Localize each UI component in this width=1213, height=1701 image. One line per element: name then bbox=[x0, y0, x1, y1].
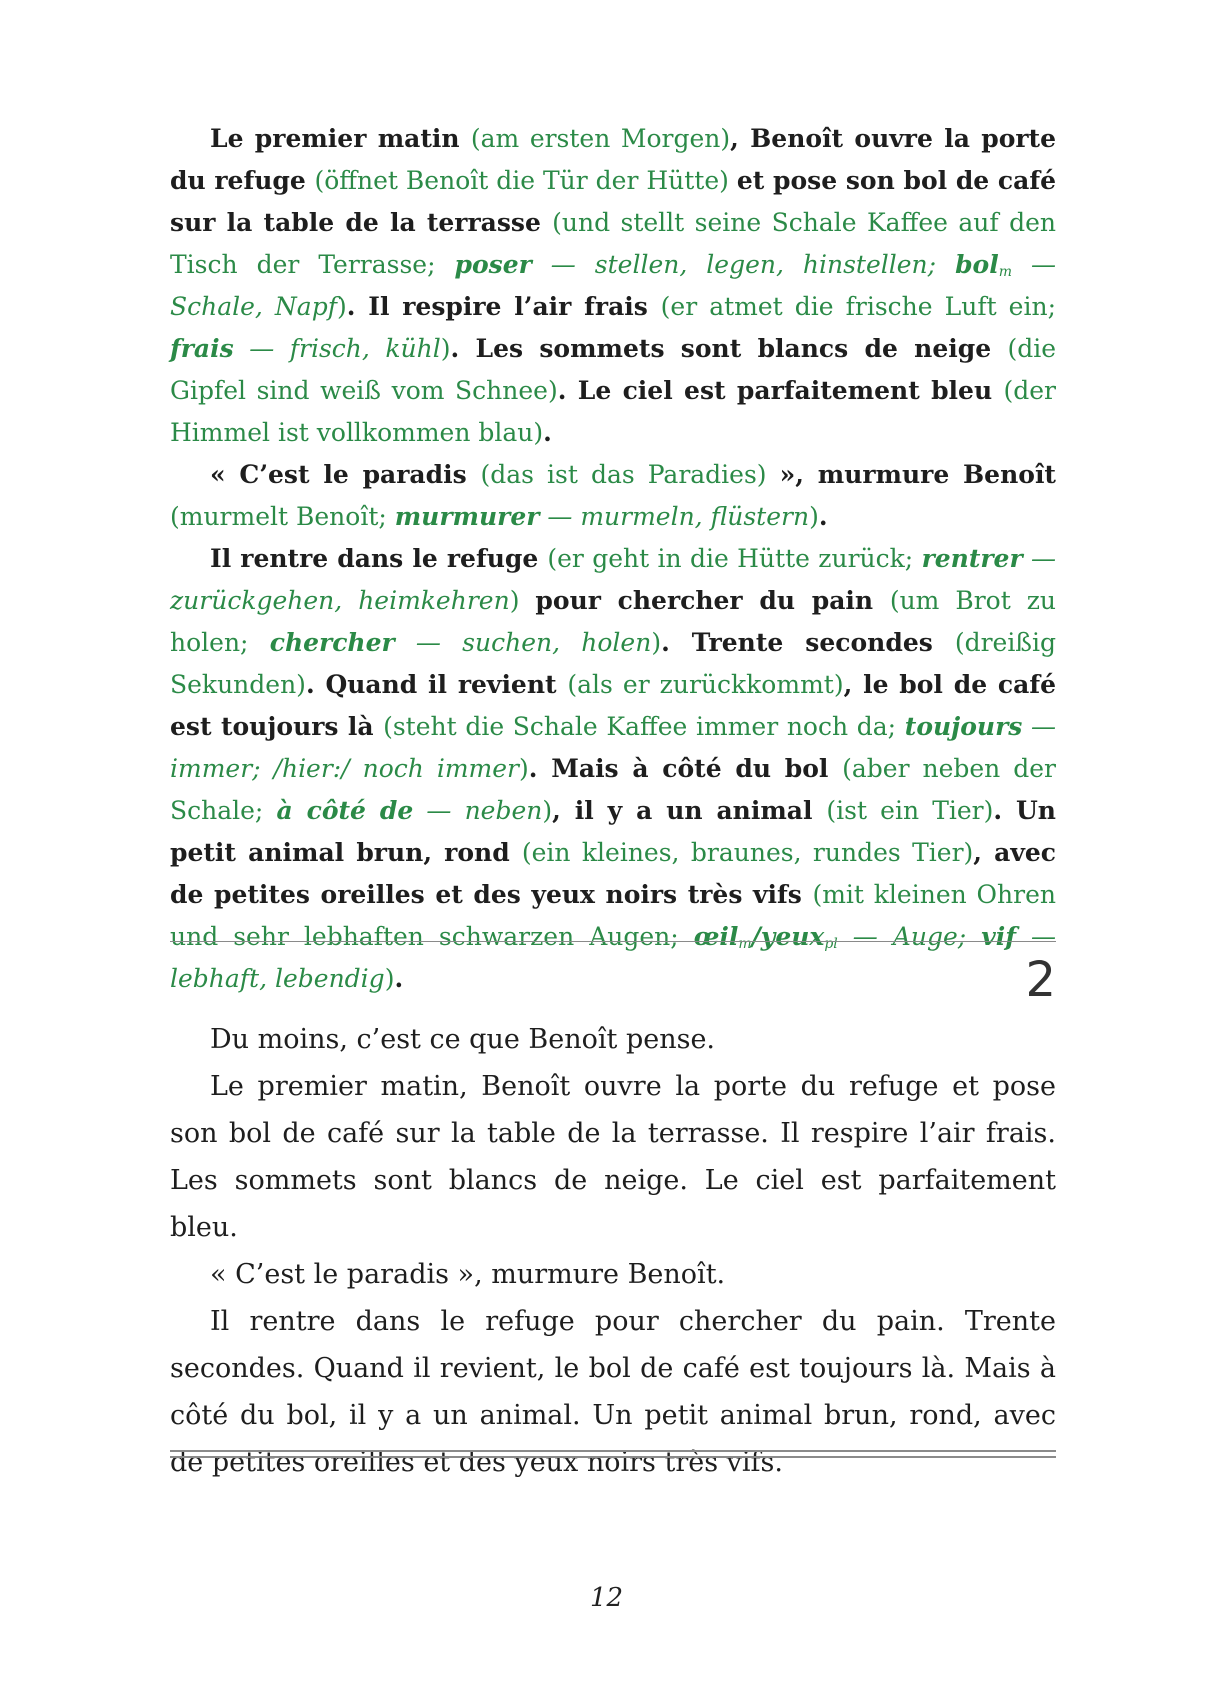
vocab-headword: bol bbox=[955, 250, 999, 279]
vocab-headword: vif bbox=[981, 922, 1016, 951]
vocab-gloss: — immer; /hier:/ noch immer bbox=[170, 712, 1057, 783]
german-translation: (um Brot zu holen; bbox=[170, 586, 1057, 657]
german-translation: ) bbox=[336, 292, 347, 321]
annotated-paragraph bbox=[170, 454, 1056, 538]
vocab-gloss: — zurückgehen, heimkehren bbox=[170, 544, 1056, 615]
french-text: . Les sommets sont blancs de neige bbox=[450, 334, 1008, 363]
grammar-subscript: pl bbox=[824, 936, 838, 952]
german-translation: ) bbox=[384, 964, 395, 993]
german-translation: (als er zurückkommt) bbox=[567, 670, 844, 699]
german-translation: (der Himmel ist vollkommen blau) bbox=[170, 376, 1056, 447]
german-translation: ) bbox=[809, 502, 819, 531]
german-translation: (und stellt seine Schale Kaffee auf den Tisch der Terrasse; bbox=[170, 208, 1056, 279]
vocab-headword: murmurer bbox=[394, 502, 540, 531]
vocab-headword: à côté de bbox=[276, 796, 414, 825]
german-translation: (mit kleinen Ohren und sehr lebhaften schwarzen Augen; bbox=[170, 880, 1056, 951]
french-text: . bbox=[818, 502, 828, 531]
german-translation: (die Gipfel sind weiß vom Schnee) bbox=[170, 334, 1056, 405]
french-text: Le premier matin bbox=[210, 124, 471, 153]
vocab-gloss: — murmeln, flüstern bbox=[539, 502, 810, 531]
german-translation: (steht die Schale Kaffee immer noch da; bbox=[383, 712, 905, 741]
section-divider bbox=[170, 941, 1056, 942]
german-translation: ) bbox=[542, 796, 553, 825]
german-translation: (dreißig Sekunden) bbox=[170, 628, 1057, 699]
german-translation: (ist ein Tier) bbox=[826, 796, 994, 825]
vocab-gloss: — Schale, Napf bbox=[170, 250, 1056, 321]
page-number: 12 bbox=[589, 1583, 624, 1613]
chapter-number: 2 bbox=[1025, 952, 1056, 1008]
french-text: . bbox=[394, 964, 404, 993]
plain-paragraph: Le premier matin, Benoît ouvre la porte du refuge et pose son bol de café sur la table de la terrasse. Il respire l’air frais. Les sommets sont blancs de neige. Le ciel est parfaitement bleu. bbox=[170, 1071, 1056, 1243]
french-text: . bbox=[543, 418, 552, 447]
vocab-gloss: — neben bbox=[413, 796, 543, 825]
grammar-subscript: m bbox=[738, 936, 752, 952]
german-translation: ) bbox=[651, 628, 662, 657]
french-text: », murmure Benoît bbox=[779, 460, 1056, 489]
german-translation: (er atmet die frische Luft ein; bbox=[660, 292, 1056, 321]
german-translation: (aber neben der Schale; bbox=[170, 754, 1056, 825]
german-translation: (murmelt Benoît; bbox=[170, 502, 395, 531]
french-text: et pose son bol de café sur la table de la terrasse bbox=[170, 166, 1056, 237]
vocab-gloss: — stellen, legen, hinstellen; bbox=[531, 250, 956, 279]
french-text: « C’est le paradis bbox=[210, 460, 481, 489]
german-translation: (öffnet Benoît die Tür der Hütte) bbox=[314, 166, 737, 195]
plain-paragraph: Il rentre dans le refuge pour chercher du pain. Trente secondes. Quand il revient, le bol de café est toujours là. Mais à côté du bol, il y a un animal. Un petit animal brun, rond, avec de petites oreilles et des yeux noirs très vifs. bbox=[170, 1306, 1056, 1478]
german-translation: ) bbox=[519, 754, 529, 783]
double-divider bbox=[170, 1450, 1056, 1458]
french-text: . Il respire l’air frais bbox=[346, 292, 661, 321]
vocab-headword: rentrer bbox=[921, 544, 1023, 573]
plain-text bbox=[170, 1016, 1056, 1486]
french-text: . Trente secondes bbox=[661, 628, 955, 657]
annotated-paragraph bbox=[170, 538, 1056, 1000]
plain-paragraph: Du moins, c’est ce que Benoît pense. bbox=[210, 1024, 716, 1055]
german-translation: (er geht in die Hütte zurück; bbox=[547, 544, 922, 573]
french-text: pour chercher du pain bbox=[535, 586, 890, 615]
french-text: , il y a un animal bbox=[552, 796, 827, 825]
plain-paragraph: « C’est le paradis », murmure Benoît. bbox=[210, 1259, 726, 1290]
vocab-headword: œil bbox=[693, 922, 739, 951]
vocab-headword: frais bbox=[170, 334, 234, 363]
french-text: . Quand il revient bbox=[305, 670, 568, 699]
vocab-gloss: — lebhaft, lebendig bbox=[170, 922, 1056, 993]
french-text: . Mais à côté du bol bbox=[528, 754, 843, 783]
vocab-gloss: — frisch, kühl bbox=[233, 334, 441, 363]
vocab-headword: chercher bbox=[269, 628, 395, 657]
vocab-headword: toujours bbox=[904, 712, 1023, 741]
french-text: . Un petit animal brun, rond bbox=[170, 796, 1056, 867]
french-text: , avec de petites oreilles et des yeux noirs très vifs bbox=[170, 838, 1056, 909]
vocab-headword: /yeux bbox=[751, 922, 825, 951]
german-translation: ) bbox=[509, 586, 536, 615]
vocab-gloss: — Auge; bbox=[837, 922, 982, 951]
vocab-gloss: — suchen, holen bbox=[394, 628, 652, 657]
german-translation: ) bbox=[440, 334, 451, 363]
annotated-paragraph bbox=[170, 118, 1056, 454]
french-text: Il rentre dans le refuge bbox=[210, 544, 548, 573]
german-translation: (am ersten Morgen) bbox=[470, 124, 731, 153]
german-translation: (ein kleines, braunes, rundes Tier) bbox=[521, 838, 974, 867]
vocab-headword: poser bbox=[454, 250, 532, 279]
annotated-text bbox=[170, 118, 1056, 1000]
french-text: , le bol de café est toujours là bbox=[170, 670, 1056, 741]
german-translation: (das ist das Paradies) bbox=[480, 460, 780, 489]
grammar-subscript: m bbox=[998, 264, 1013, 280]
french-text: . Le ciel est parfaitement bleu bbox=[557, 376, 1004, 405]
french-text: , Benoît ouvre la porte du refuge bbox=[170, 124, 1056, 195]
